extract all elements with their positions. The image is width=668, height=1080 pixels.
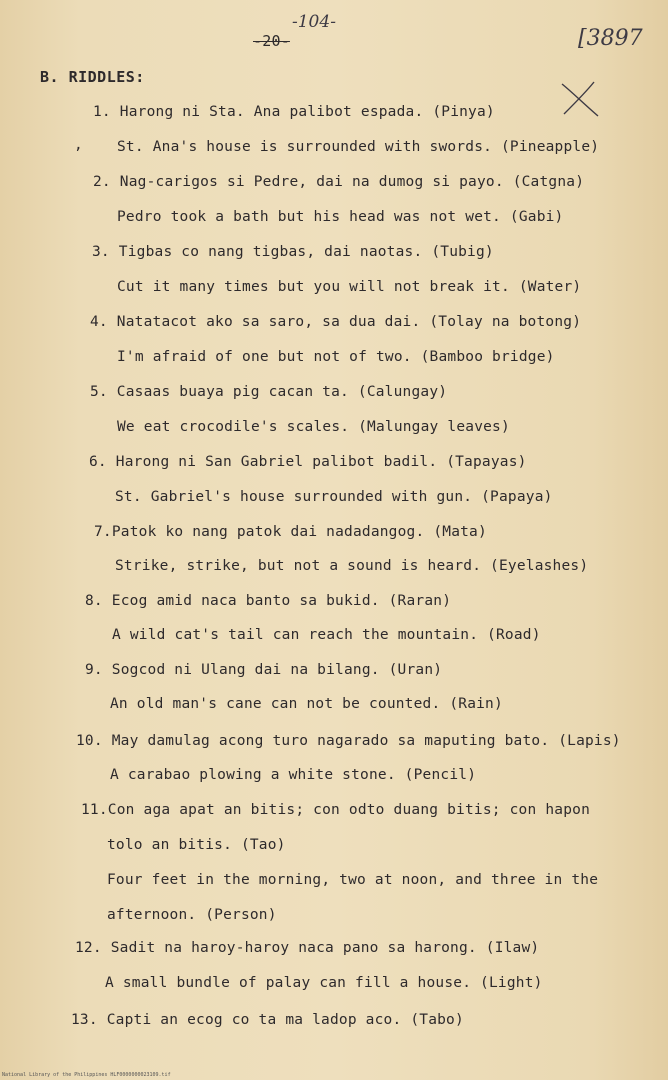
handwritten-page-number: -104- <box>292 12 336 32</box>
riddle-line: A carabao plowing a white stone. (Pencil) <box>110 767 477 783</box>
riddle-line: 3. Tigbas co nang tigbas, dai naotas. (Tubig) <box>92 244 494 260</box>
riddle-line: Cut it many times but you will not break it. (Water) <box>117 279 582 295</box>
riddle-line: 12. Sadit na haroy-haroy naca pano sa harong. (Ilaw) <box>75 940 540 956</box>
riddle-line: 4. Natatacot ako sa saro, sa dua dai. (Tolay na botong) <box>90 314 582 330</box>
riddle-line: St. Ana's house is surrounded with swords. (Pineapple) <box>117 139 600 155</box>
riddle-line: St. Gabriel's house surrounded with gun. (Papaya) <box>115 489 553 505</box>
stray-mark: , <box>74 137 83 153</box>
typed-page-number: -20- <box>253 32 290 50</box>
riddle-line: 7.Patok ko nang patok dai nadadangog. (Mata) <box>94 524 487 540</box>
riddle-line: A wild cat's tail can reach the mountain. (Road) <box>112 627 541 643</box>
riddle-line: 1. Harong ni Sta. Ana palibot espada. (Pinya) <box>93 104 495 120</box>
riddle-line: Four feet in the morning, two at noon, and three in the <box>107 872 599 888</box>
riddle-line: 11.Con aga apat an bitis; con odto duang bitis; con hapon <box>81 802 590 818</box>
handwritten-x-mark <box>558 78 602 120</box>
riddle-line: tolo an bitis. (Tao) <box>107 837 286 853</box>
riddle-line: A small bundle of palay can fill a house. (Light) <box>105 975 543 991</box>
riddle-line: Strike, strike, but not a sound is heard. (Eyelashes) <box>115 558 589 574</box>
riddle-line: 6. Harong ni San Gabriel palibot badil. (Tapayas) <box>89 454 527 470</box>
riddle-line: 10. May damulag acong turo nagarado sa maputing bato. (Lapis) <box>76 733 621 749</box>
riddle-line: We eat crocodile's scales. (Malungay leaves) <box>117 419 510 435</box>
riddle-line: 13. Capti an ecog co ta ma ladop aco. (Tabo) <box>71 1012 464 1028</box>
riddle-line: I'm afraid of one but not of two. (Bamboo bridge) <box>117 349 555 365</box>
riddle-line: Pedro took a bath but his head was not wet. (Gabi) <box>117 209 564 225</box>
archive-footer: National Library of the Philippines HLF0000000023109.tif <box>2 1072 171 1078</box>
riddle-line: 9. Sogcod ni Ulang dai na bilang. (Uran) <box>85 662 443 678</box>
riddle-line: 8. Ecog amid naca banto sa bukid. (Raran) <box>85 593 452 609</box>
section-heading: B. RIDDLES: <box>40 68 145 86</box>
riddle-line: An old man's cane can not be counted. (Rain) <box>110 696 503 712</box>
catalog-number: [3897 <box>578 26 643 51</box>
riddle-line: 5. Casaas buaya pig cacan ta. (Calungay) <box>90 384 448 400</box>
riddle-line: 2. Nag-carigos si Pedre, dai na dumog si payo. (Catgna) <box>93 174 585 190</box>
riddle-line: afternoon. (Person) <box>107 907 277 923</box>
